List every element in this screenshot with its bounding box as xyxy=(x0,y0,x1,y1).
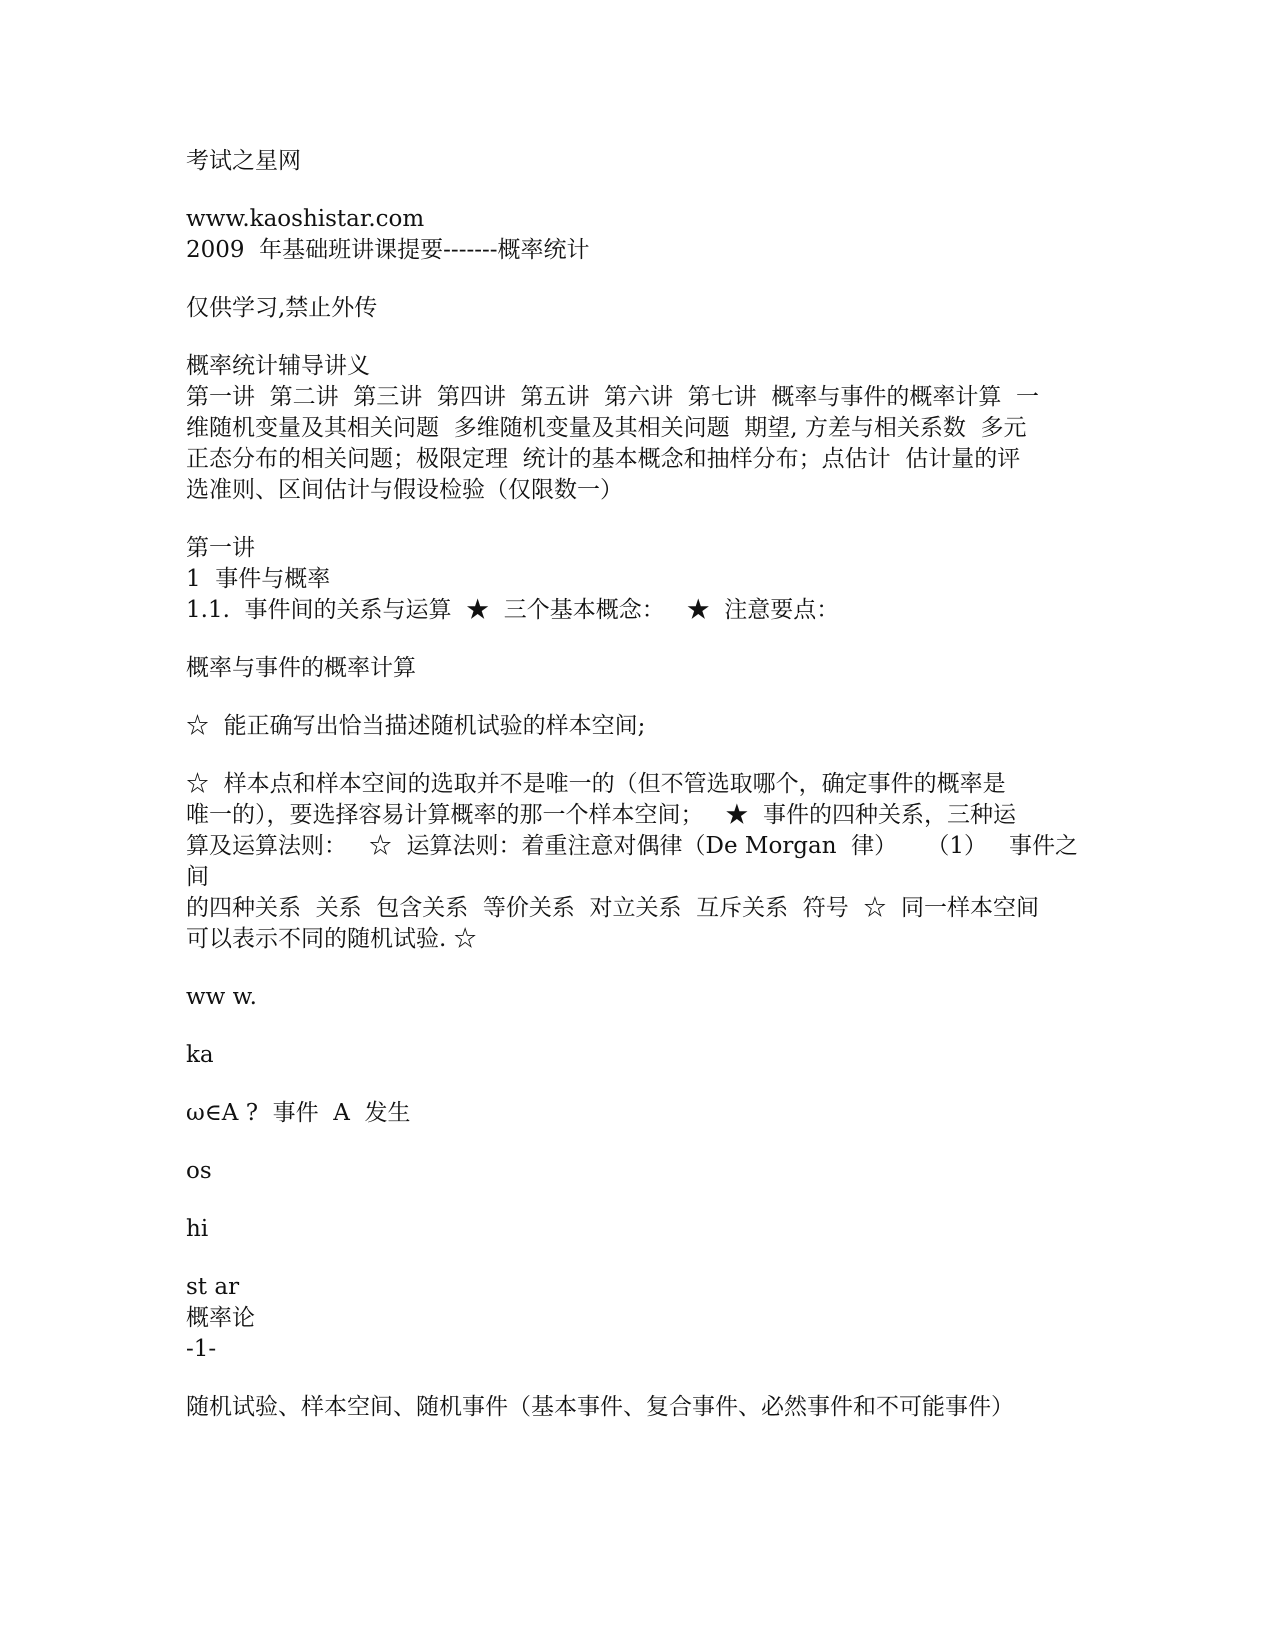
spacer xyxy=(186,1187,1086,1214)
toc-line: 选准则、区间估计与假设检验（仅限数一） xyxy=(186,477,623,503)
toc-heading: 概率统计辅导讲义 xyxy=(186,353,370,379)
section-heading: 1 事件与概率 xyxy=(186,566,331,592)
paragraph-line: 的四种关系 关系 包含关系 等价关系 对立关系 互斥关系 符号 ☆ 同一样本空间 xyxy=(186,895,1039,921)
page-number: -1- xyxy=(186,1336,217,1362)
document-content xyxy=(186,146,1086,1423)
spacer xyxy=(186,955,1086,982)
spacer xyxy=(186,684,1086,711)
subsection-heading: 1.1. 事件间的关系与运算 ★ 三个基本概念： ★ 注意要点： xyxy=(186,597,840,623)
topic-title: 概率与事件的概率计算 xyxy=(186,655,416,681)
spacer xyxy=(186,506,1086,533)
spacer xyxy=(186,324,1086,351)
spacer xyxy=(186,626,1086,653)
spacer xyxy=(186,1129,1086,1156)
spacer xyxy=(186,1071,1086,1098)
watermark-fragment: ka xyxy=(186,1042,214,1068)
paragraph-line: 算及运算法则： ☆ 运算法则：着重注意对偶律（De Morgan 律） （1） 事件之间 xyxy=(186,833,1078,890)
watermark-fragment: hi xyxy=(186,1216,209,1242)
lecture-heading: 第一讲 xyxy=(186,535,255,561)
point-item: ☆ 能正确写出恰当描述随机试验的样本空间; xyxy=(186,713,646,739)
closing-line: 随机试验、样本空间、随机事件（基本事件、复合事件、必然事件和不可能事件） xyxy=(186,1394,1014,1420)
formula-line: ω∈A ? 事件 A 发生 xyxy=(186,1100,411,1126)
toc-line: 第一讲 第二讲 第三讲 第四讲 第五讲 第六讲 第七讲 概率与事件的概率计算 一 xyxy=(186,384,1039,410)
notice: 仅供学习,禁止外传 xyxy=(186,295,378,321)
watermark-fragment: os xyxy=(186,1158,212,1184)
spacer xyxy=(186,742,1086,769)
paragraph-line: ☆ 样本点和样本空间的选取并不是唯一的（但不管选取哪个，确定事件的概率是 xyxy=(186,771,1006,797)
watermark-fragment: ww w. xyxy=(186,984,257,1010)
spacer xyxy=(186,177,1086,204)
spacer xyxy=(186,1013,1086,1040)
watermark-fragment: st ar xyxy=(186,1274,240,1300)
spacer xyxy=(186,1245,1086,1272)
site-url: www.kaoshistar.com xyxy=(186,206,425,232)
site-name: 考试之星网 xyxy=(186,148,301,174)
doc-title: 2009 年基础班讲课提要-------概率统计 xyxy=(186,237,590,263)
spacer xyxy=(186,1365,1086,1392)
spacer xyxy=(186,266,1086,293)
paragraph-line: 唯一的），要选择容易计算概率的那一个样本空间； ★ 事件的四种关系，三种运 xyxy=(186,802,1017,828)
toc-line: 正态分布的相关问题；极限定理 统计的基本概念和抽样分布；点估计 估计量的评 xyxy=(186,446,1021,472)
paragraph-line: 可以表示不同的随机试验. ☆ xyxy=(186,926,477,952)
toc-line: 维随机变量及其相关问题 多维随机变量及其相关问题 期望, 方差与相关系数 多元 xyxy=(186,415,1027,441)
footer-label: 概率论 xyxy=(186,1305,255,1331)
